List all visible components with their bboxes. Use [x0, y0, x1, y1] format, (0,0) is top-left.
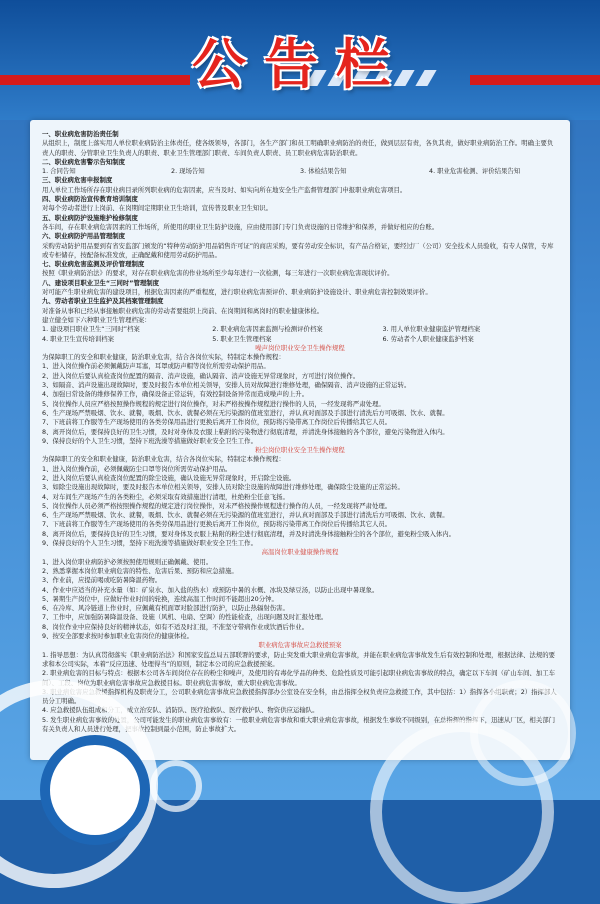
section-heading: 九、劳动者职业卫生监护及其档案管理制度 — [42, 297, 164, 306]
section-text: 用人单位工作场所存在职业病目录所列职业病的危害因素，应当及时、如实向所在地安全生产监督管理部门申报职业病危害项目。 — [42, 185, 407, 194]
archives-list — [42, 325, 558, 344]
emergency-para: 2. 职业病危害的目标与特点：根据本公司各车间岗位存在的粉尘和噪声，及使用的有毒化学品的种类、危险性质及可能引起职业病危害事故的特点，确定以下车间（矿山车间、加工车间）、工段、岗位为职业病危害事故应急救援目标。职业病危害事故，重大职业病危害事故。 — [42, 669, 555, 687]
noise-step: 6、生产现场严禁吸烟、饮水、就餐，吸烟、饮水、就餐必须在无污染源的值班室进行，并认真对面部及手部进行清洗后方可吸烟、饮水、就餐。 — [42, 408, 449, 417]
notice-item: 1. 合同告知 — [42, 167, 76, 176]
heat-step: 8、岗位作业中应保持良好的精神状态，如有不适及时汇报，不准坚守带病作业或饮酒后作业。 — [42, 622, 309, 631]
section-text: 对每个劳动者进行上岗前、在岗期间定期职业卫生培训，宣传普及职业卫生知识。 — [42, 204, 273, 213]
emergency-para: 4. 应急救援队伍组成和分工，成立治安队、消防队、医疗抢救队、医疗救护队、物资供应运输队。 — [42, 706, 319, 715]
section-text: 按照《职业病防治法》的要求，对存在职业病危害的作业场所至少每年进行一次检测，每三年进行一次职业病危害现状评价。 — [42, 269, 394, 278]
archive-item: 4. 职业卫生宣传培训档案 — [42, 334, 115, 343]
heat-step: 5、暑期生产岗位中，应做好作业时间的轮换，连续高温工作时间不能超出20分钟。 — [42, 594, 278, 603]
page-title: 公告栏 — [192, 32, 408, 96]
emergency-title: 职业病危害事故应急救援预案 — [258, 641, 342, 650]
noise-step: 7、下班前将工作服等生产现场使用的各类劳保用品进行更换后离开工作岗位，预防将污染带离工作岗位后传播给其它人员。 — [42, 418, 392, 427]
heat-step: 7、工作中，应加强防暑降温设备、设施（风机、电扇、空调）的性能检查，出现问题及时汇报处理。 — [42, 613, 328, 622]
dust-step: 1、进入岗位操作前，必须佩戴防尘口罩等岗位所需劳动保护用品。 — [42, 464, 232, 473]
section-heading: 七、职业病危害监测及评价管理制度 — [42, 260, 145, 269]
notice-item: 2. 现场告知 — [171, 167, 205, 176]
section-text: 对可能产生职业病危害的建设项目，根据危害因素的严重程度，进行职业病危害预评价、职业病防护设施设计、职业病危害控制效果评价。 — [42, 288, 432, 297]
dust-step: 4、对车间生产现场产生的各类粉尘，必须采取有效措施进行清理，杜绝粉尘任意飞扬。 — [42, 492, 289, 501]
decorative-circle — [40, 735, 150, 845]
noise-step: 5、岗位操作人员应严格按照操作规程的规定进行岗位操作，对未严格按操作规程进行操作的人员，一经发现将严肃处理。 — [42, 399, 385, 408]
dust-step: 5、岗位操作人员必须严格按照操作规程的规定进行岗位操作，对未严格按操作规程进行操作的人员，一经发现将严肃处理。 — [42, 501, 392, 510]
noise-step: 1、进入岗位操作前必须佩戴防声耳塞，耳罩或防声帽等岗位所需劳动保护用品。 — [42, 362, 270, 371]
dust-step: 8、离开岗位后，要保持良好的卫生习惯，要对身体及衣服上粘附的粉尘进行彻底清理，并及时清洗身体接触粉尘的各个部位，避免粉尘吸入体内。 — [42, 529, 456, 538]
decorative-circle — [470, 680, 576, 786]
noise-step: 8、离开岗位后，要保持良好的卫生习惯，及时对身体及衣服上粘附的污染物进行彻底清理，并清洗身体接触的各个部位，避免污染物进入体内。 — [42, 427, 449, 436]
archive-item: 3. 用人单位职业健康监护管理档案 — [382, 325, 481, 334]
archive-item: 2. 职业病危害因素监测与检测评价档案 — [212, 325, 323, 334]
section-heading: 一、职业病危害防治责任制 — [42, 130, 119, 138]
heat-step: 4、作业中应适当的补充水量（如：矿泉水、加入盐的热水）或预防中暑的水概、冰块及绿豆汤，以防止出现中暑现象。 — [42, 585, 379, 594]
decorative-circle — [150, 760, 202, 812]
noise-step: 3、如隔音、消声设施出现故障时，要及时报告本单位相关领导，安排人员对故障进行维修处理，确保隔音、消声设施的正常运转。 — [42, 381, 411, 390]
section-heading: 八、建设项目职业卫生“三同时”管理制度 — [42, 278, 160, 287]
section-heading: 六、职业病防护用品管理制度 — [42, 232, 126, 241]
dust-intro: 为保障职工的安全和职业健康，防治职业危害，结合各岗位实际，特制定本操作规程： — [42, 455, 285, 464]
dust-step: 3、如除尘设施出现故障时，要及时报告本单位相关领导，安排人员对除尘设施的故障进行维修处理，确保除尘设施的正常运转。 — [42, 483, 404, 492]
noise-step: 4、加强日常设备的维修保养工作，确保设备正常运转，有效控制设备异常而造成噪声的上升。 — [42, 390, 309, 399]
heat-step: 1、进入岗位职业病防护必须按照使用规则正确佩戴、使用。 — [42, 557, 213, 566]
archive-item: 1. 建设项目职业卫生“三同时”档案 — [42, 325, 140, 334]
noise-step: 9、保持良好的个人卫生习惯，坚持下班洗澡等措施做好职业安全卫生工作。 — [42, 436, 257, 445]
archive-item: 5. 职业卫生管理档案 — [212, 334, 272, 343]
section-heading: 四、职业病防治宣传教育培训制度 — [42, 195, 138, 204]
notice-items — [42, 167, 558, 176]
dust-step: 7、下班前将工作服等生产现场使用的各类劳保用品进行更换后离开工作岗位，预防将污染带离工作岗位后传播给其它人员。 — [42, 520, 392, 529]
notice-content — [42, 130, 558, 752]
section-heading: 五、职业病防护设施维护检修制度 — [42, 213, 138, 222]
notice-item: 4. 职业危害检测、评价结果告知 — [429, 167, 521, 176]
section-text: 各车间，存在职业病危害因素的工作场所，所使用的职业卫生防护设施，应由使用部门专门负责设施的日常维护和保养，并做好相应的台账。 — [42, 222, 439, 231]
heat-step: 2、熟悉掌握本岗位职业病危害的特性、危害后果、预防和应急措施。 — [42, 566, 238, 575]
archives-intro: 建立健全如下六种职业卫生管理档案： — [42, 315, 151, 324]
dust-step: 6、生产现场严禁吸烟、饮水、就餐，吸烟、饮水、就餐必须在无污染源的值班室进行，并认真对面部及手部进行清洗后方可吸烟、饮水、就餐。 — [42, 511, 449, 520]
noise-intro: 为保障职工的安全和职业健康，防治职业危害，结合各岗位实际，特制定本操作规程： — [42, 353, 285, 362]
notice-item: 3. 体检结果告知 — [300, 167, 347, 176]
notice-card — [30, 120, 570, 760]
heat-step: 6、在冷库、风冷链道上作业时，应佩戴有机面罩对脸部进行防护，以防止热辐射伤害。 — [42, 604, 289, 613]
emergency-para: 1. 指导思想：为认真贯彻落实《职业病防治法》和国家安监总局五部联署的要求，防止突发重大职业病危害事故，并能在职业病危害事故发生后有效控制和处理，根据法律、法规的要求和本公司实际，本着“反应迅速、处理得当”的原则，制定本公司的应急救援预案。 — [42, 650, 555, 668]
section-text: 从组织上，制度上落实用人单位职业病防治主体责任，使各级领导，各部门，各生产部门和员工明确职业病防治的责任，做到层层有责，各负其责，做好职业病防治工作。明确主要负责人的职责、分管职业卫生负责人的职责、职业卫生管理部门职责、车间负责人职责、员工职业病危害防治职责。 — [42, 139, 554, 157]
section-text: 采购劳动防护用品要到有省安监部门颁发的“特种劳动防护用品销售许可证”的商店采购，要有劳动安全标识，有产品合格证，要经过厂（公司）安全技术人员验收，有专人保管，专库或专柜储存，按配备标准发放，正确配戴和使用劳动防护用品。 — [42, 241, 554, 259]
dust-title: 粉尘岗位职业安全卫生操作规程 — [255, 446, 345, 455]
emergency-para: 3. 职业病危害应急救援指挥机构及职责分工，公司职业病危害事故应急救援指挥部办公室设在安全科，由总指挥全权负责应急救援工作，其中包括：1）指挥各小组职责；2）指挥部人员分工明确。 — [42, 687, 557, 706]
archive-item: 6. 劳动者个人职业健康监护档案 — [382, 334, 474, 343]
noise-title: 噪声岗位职业安全卫生操作规程 — [255, 343, 345, 352]
noise-step: 2、进入岗位后要认真检查岗位配置的隔音、消声设施，确认隔音、消声设施无异常现象时，方可进行岗位操作。 — [42, 371, 360, 380]
section-heading: 三、职业病危害申报制度 — [42, 176, 113, 185]
heat-step: 9、按安全部要求按时参加职业危害岗位的健康体检。 — [42, 632, 194, 641]
heat-title: 高温岗位职业健康操作规程 — [261, 548, 339, 557]
dust-step: 9、保持良好的个人卫生习惯，坚持下班洗澡等措施做好职业安全卫生工作。 — [42, 539, 257, 548]
dust-step: 2、进入岗位后要认真检查岗位配置的除尘设施，确认设施无异常现象时，开启除尘设施。 — [42, 473, 296, 482]
emergency-para: 5. 发生职业病危害事故的处置，公司可能发生的职业病危害事故有：一般职业病危害事故和重大职业病危害事故，根据发生事故不同级别，在总指挥的指挥下，迅速从厂区，相关部门有关负责人和人员进行处理，把事故控制到最小范围，防止事故扩大。 — [42, 715, 555, 733]
heat-step: 3、作业前，应提前喝或吃防暑降温药物。 — [42, 576, 162, 585]
section-heading: 二、职业病危害警示告知制度 — [42, 157, 126, 166]
section-text: 对准备从事和已经从事接触职业病危害的劳动者要组织上岗前、在岗期间和离岗时的职业健康体检。 — [42, 306, 324, 315]
